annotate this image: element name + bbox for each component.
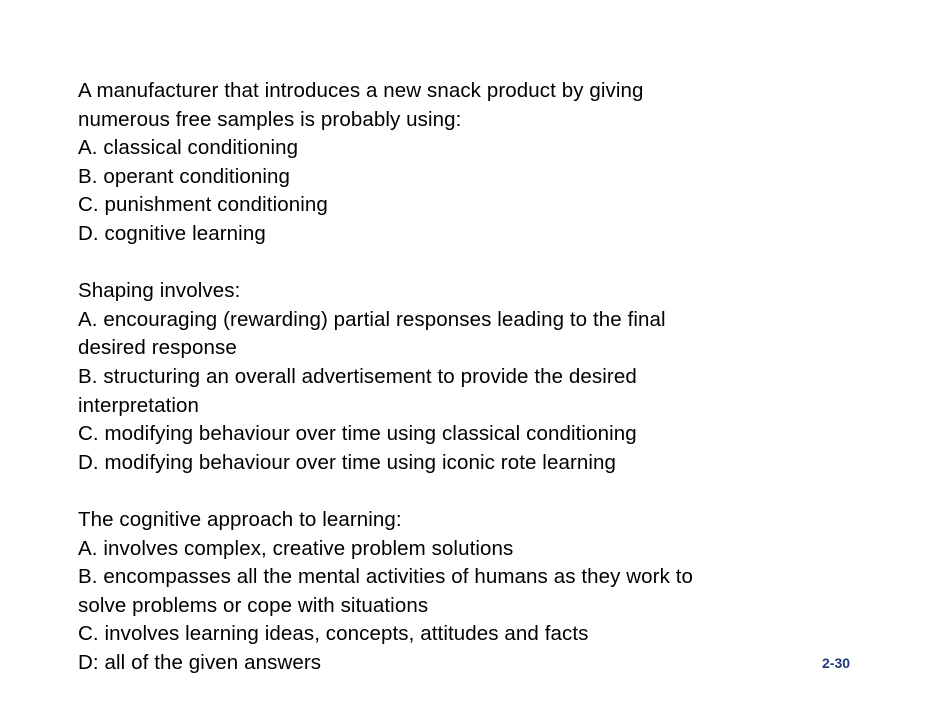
question-3-option-b-cont: solve problems or cope with situations [78, 593, 429, 617]
slide-body [78, 77, 858, 677]
question-2-option-a-cont: desired response [78, 336, 237, 360]
question-3-option-b: B. encompasses all the mental activities of humans as they work to [78, 565, 694, 589]
page-number: 2-30 [822, 655, 851, 671]
question-2-option-b: B. structuring an overall advertisement to provide the desired [78, 364, 637, 388]
question-block-3 [78, 506, 858, 678]
question-1-option-b: B. operant conditioning [78, 164, 291, 188]
question-1-line: numerous free samples is probably using: [78, 107, 462, 131]
question-2-stem: Shaping involves: [78, 279, 241, 303]
question-2-option-c: C. modifying behaviour over time using classical conditioning [78, 422, 637, 446]
question-block-1 [78, 77, 858, 249]
question-3-stem: The cognitive approach to learning: [78, 507, 402, 531]
question-3-option-c: C. involves learning ideas, concepts, attitudes and facts [78, 622, 589, 646]
question-1-option-a: A. classical conditioning [78, 136, 299, 160]
question-3-option-d: D: all of the given answers [78, 650, 322, 674]
question-1-option-c: C. punishment conditioning [78, 193, 328, 217]
question-block-2 [78, 277, 858, 477]
question-1-option-d: D. cognitive learning [78, 221, 266, 245]
question-2-option-d: D. modifying behaviour over time using iconic rote learning [78, 450, 617, 474]
question-1-line: A manufacturer that introduces a new snack product by giving [78, 79, 644, 102]
question-2-option-b-cont: interpretation [78, 393, 200, 417]
question-3-option-a: A. involves complex, creative problem solutions [78, 536, 514, 560]
question-2-option-a: A. encouraging (rewarding) partial responses leading to the final [78, 307, 666, 331]
